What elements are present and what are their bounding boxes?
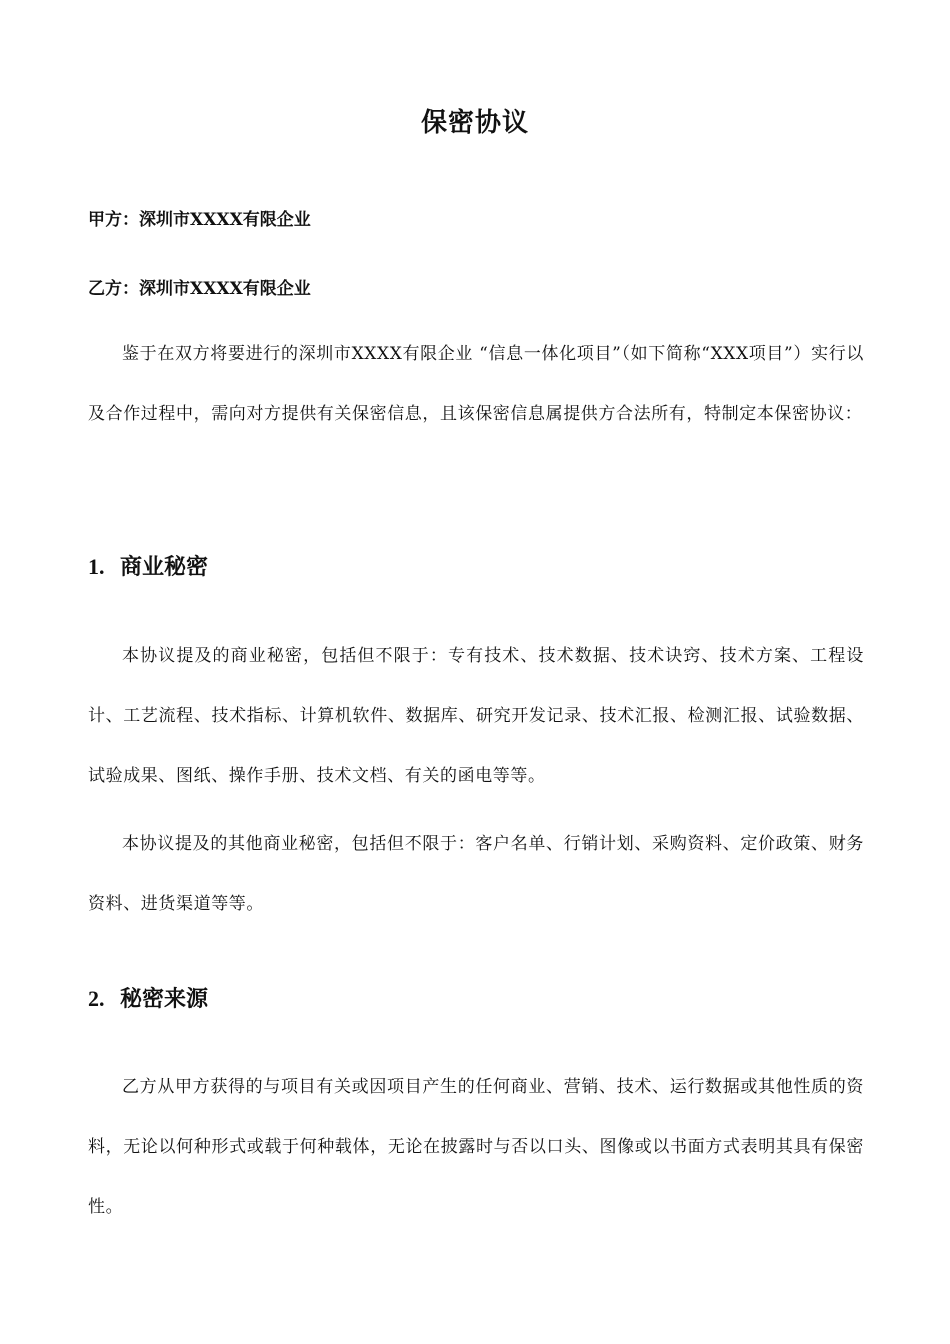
section-1-paragraph-2: 本协议提及的其他商业秘密，包括但不限于：客户名单、行销计划、采购资料、定价政策、财务资料、进货渠道等等。 bbox=[88, 834, 864, 914]
section-title: 秘密来源 bbox=[120, 986, 209, 1011]
section-number: 1. bbox=[88, 554, 105, 579]
intro-paragraph: 鉴于在双方将要进行的深圳市XXXX有限企业 “信息一体化项目”（如下简称“XXX项目”）实行以及合作过程中，需向对方提供有关保密信息，且该保密信息属提供方合法所有，特制定本保密协议： bbox=[88, 344, 864, 424]
party-a: 甲方：深圳市XXXX有限企业 bbox=[88, 210, 311, 230]
section-heading-2 bbox=[88, 982, 208, 1013]
party-b: 乙方：深圳市XXXX有限企业 bbox=[88, 279, 311, 299]
page-title: 保密协议 bbox=[420, 108, 529, 138]
section-title: 商业秘密 bbox=[120, 554, 209, 579]
section-1-paragraph-1: 本协议提及的商业秘密，包括但不限于：专有技术、技术数据、技术诀窍、技术方案、工程设计、工艺流程、技术指标、计算机软件、数据库、研究开发记录、技术汇报、检测汇报、试验数据、试验成果、图纸、操作手册、技术文档、有关的函电等等。 bbox=[88, 646, 864, 786]
section-number: 2. bbox=[88, 986, 105, 1011]
section-heading-1 bbox=[88, 550, 208, 581]
section-2-paragraph-1: 乙方从甲方获得的与项目有关或因项目产生的任何商业、营销、技术、运行数据或其他性质的资料，无论以何种形式或载于何种载体，无论在披露时与否以口头、图像或以书面方式表明其具有保密性。 bbox=[88, 1077, 864, 1217]
